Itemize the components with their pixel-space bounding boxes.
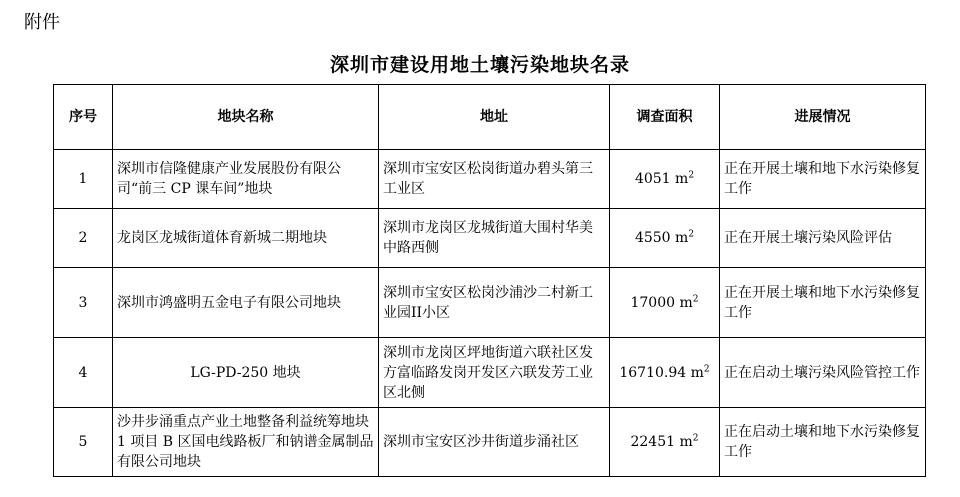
- row-number: 5: [54, 408, 113, 477]
- area-value: 4051: [634, 171, 671, 187]
- progress-status: 正在开展土壤污染风险评估: [720, 209, 926, 268]
- site-name: 沙井步涌重点产业土地整备利益统筹地块 1 项目 B 区国电线路板厂和钠谱金属制品有限公司地块: [113, 408, 379, 477]
- contaminated-sites-table: [53, 84, 926, 477]
- area-unit-exponent: 2: [688, 229, 695, 240]
- row-number: 2: [54, 209, 113, 268]
- page-title: 深圳市建设用地土壤污染地块名录: [329, 54, 630, 76]
- site-address: 深圳市宝安区松岗街道办碧头第三工业区: [379, 150, 610, 209]
- site-name: 龙岗区龙城街道体育新城二期地块: [113, 209, 379, 268]
- site-address: 深圳市宝安区沙井街道步涌社区: [379, 408, 610, 477]
- survey-area: [610, 408, 720, 477]
- area-unit: m: [679, 294, 693, 311]
- area-unit-exponent: 2: [703, 363, 710, 374]
- table-row: [54, 268, 926, 338]
- site-name: 深圳市信隆健康产业发展股份有限公司“前三 CP 课车间”地块: [113, 150, 379, 209]
- site-address: 深圳市龙岗区坪地街道六联社区发方富临路发岗开发区六联发芳工业区北侧: [379, 338, 610, 408]
- table-row: [54, 209, 926, 268]
- table-row: [54, 338, 926, 408]
- column-header-no: 序号: [54, 85, 113, 150]
- site-address: 深圳市龙岗区龙城街道大围村华美中路西侧: [379, 209, 610, 268]
- table-header-row: [54, 85, 926, 150]
- progress-status: 正在开展土壤和地下水污染修复工作: [720, 268, 926, 338]
- area-unit-exponent: 2: [692, 433, 699, 444]
- area-value: 22451: [630, 434, 676, 450]
- column-header-address: 地址: [379, 85, 610, 150]
- survey-area: [610, 150, 720, 209]
- column-header-name: 地块名称: [113, 85, 379, 150]
- area-unit-exponent: 2: [692, 293, 699, 304]
- area-value: 17000: [630, 294, 676, 311]
- progress-status: 正在启动土壤和地下水污染修复工作: [720, 408, 926, 477]
- area-unit: m: [679, 434, 693, 450]
- area-unit-exponent: 2: [688, 170, 695, 181]
- attachment-label: 附件: [24, 12, 60, 33]
- survey-area: [610, 209, 720, 268]
- progress-status: 正在开展土壤和地下水污染修复工作: [720, 150, 926, 209]
- area-unit: m: [690, 364, 704, 381]
- table-row: [54, 150, 926, 209]
- area-value: 16710.94: [619, 364, 687, 381]
- row-number: 4: [54, 338, 113, 408]
- progress-status: 正在启动土壤污染风险管控工作: [720, 338, 926, 408]
- area-unit: m: [675, 171, 689, 187]
- area-value: 4550: [634, 230, 671, 246]
- column-header-area: 调查面积: [610, 85, 720, 150]
- site-name: LG-PD-250 地块: [113, 338, 379, 408]
- column-header-status: 进展情况: [720, 85, 926, 150]
- table-row: [54, 408, 926, 477]
- area-unit: m: [675, 230, 689, 246]
- site-address: 深圳市宝安区松岗沙浦沙二村新工业园II小区: [379, 268, 610, 338]
- row-number: 3: [54, 268, 113, 338]
- survey-area: [610, 338, 720, 408]
- survey-area: [610, 268, 720, 338]
- site-name: 深圳市鸿盛明五金电子有限公司地块: [113, 268, 379, 338]
- row-number: 1: [54, 150, 113, 209]
